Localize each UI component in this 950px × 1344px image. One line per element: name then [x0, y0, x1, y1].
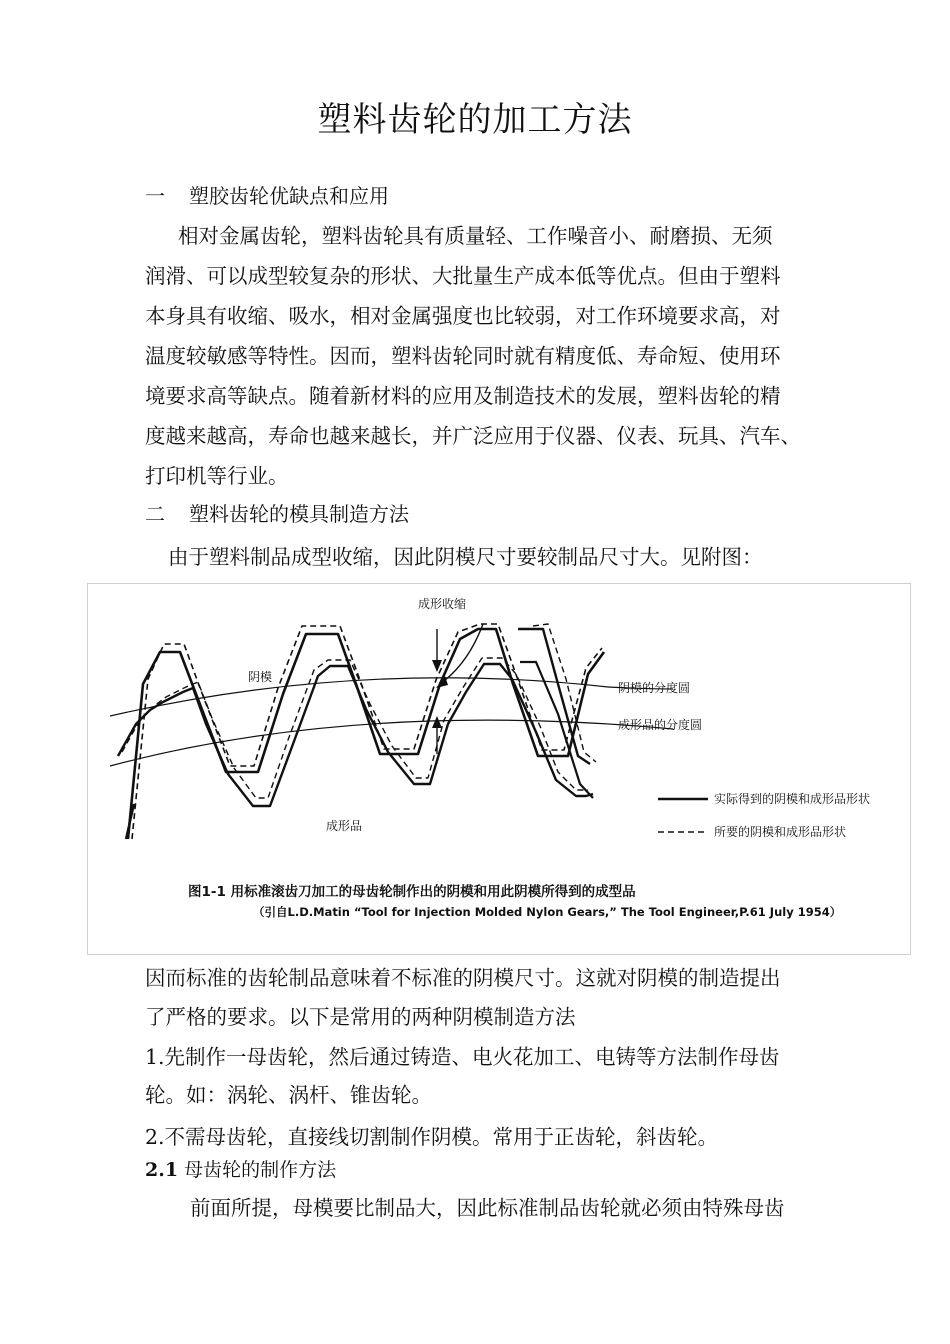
paragraph-line: 润滑、可以成型较复杂的形状、大批量生产成本低等优点。但由于塑料	[145, 264, 781, 288]
subsection-heading	[145, 1155, 336, 1182]
gear-diagram	[88, 584, 910, 954]
figure-caption: 图1-1 用标准滚齿刀加工的母齿轮制作出的阴模和用此阴模所得到的成型品	[188, 884, 636, 900]
shrink-arrowhead-up	[432, 716, 442, 728]
figure-citation: （引自L.D.Matin “Tool for Injection Molded Nylon Gears,” The Tool Engineer,P.61 July 1954）	[253, 905, 842, 919]
section-number: 一	[145, 184, 165, 208]
paragraph-line: 打印机等行业。	[145, 464, 289, 488]
product-pitch-circle-line	[110, 720, 673, 766]
paragraph-line: 本身具有收缩、吸水，相对金属强度也比较弱，对工作环境要求高，对	[145, 304, 781, 328]
shrink-label: 成形收缩	[418, 597, 467, 611]
mold-desired-edge	[533, 624, 596, 762]
gear-figure	[87, 583, 911, 955]
section-title: 塑料齿轮的模具制造方法	[189, 502, 409, 526]
legend-desired-label: 所要的阴模和成形品形状	[714, 825, 847, 839]
section-number: 二	[145, 502, 165, 526]
section-title: 塑胶齿轮优缺点和应用	[189, 184, 389, 208]
mold-desired-profile	[132, 624, 602, 839]
paragraph-line: 因而标准的齿轮制品意味着不标准的阴模尺寸。这就对阴模的制造提出	[145, 966, 781, 990]
product-actual-profile	[118, 664, 593, 806]
paragraph-line: 前面所提，母模要比制品大，因此标准制品齿轮就必须由特殊母齿	[190, 1196, 785, 1220]
section-heading-1	[145, 180, 389, 209]
mold-label: 阴模	[248, 670, 273, 684]
subsection-title: 母齿轮的制作方法	[178, 1159, 337, 1181]
subsection-number: 2.1	[145, 1159, 179, 1181]
legend-actual-label: 实际得到的阴模和成形品形状	[714, 792, 871, 806]
paragraph-line: 相对金属齿轮，塑料齿轮具有质量轻、工作噪音小、耐磨损、无须	[178, 224, 773, 248]
paragraph-line: 了严格的要求。以下是常用的两种阴模制造方法	[145, 1005, 576, 1029]
paragraph-line: 度越来越高，寿命也越来越长，并广泛应用于仪器、仪表、玩具、汽车、	[145, 424, 801, 448]
paragraph-line: 温度较敏感等特性。因而，塑料齿轮同时就有精度低、寿命短、使用环	[145, 344, 781, 368]
mold-actual-profile	[128, 629, 604, 839]
mold-actual-edge	[518, 629, 590, 764]
list-item-line: 轮。如：涡轮、涡杆、锥齿轮。	[145, 1083, 432, 1107]
paragraph-line: 由于塑料制品成型收缩，因此阴模尺寸要较制品尺寸大。见附图：	[168, 545, 763, 569]
mold-pitch-circle-line	[110, 678, 608, 716]
list-item-line: 1.先制作一母齿轮，然后通过铸造、电火花加工、电铸等方法制作母齿	[145, 1045, 780, 1069]
list-item-line: 2.不需母齿轮，直接线切割制作阴模。常用于正齿轮，斜齿轮。	[145, 1125, 719, 1149]
section-heading-2	[145, 498, 409, 527]
product-pitch-circle-label: 成形品的分度圆	[618, 718, 703, 732]
product-label: 成形品	[326, 819, 363, 833]
page-title: 塑料齿轮的加工方法	[317, 100, 633, 140]
mold-pitch-circle-label: 阴模的分度圆	[618, 681, 691, 695]
paragraph-line: 境要求高等缺点。随着新材料的应用及制造技术的发展，塑料齿轮的精	[145, 384, 781, 408]
